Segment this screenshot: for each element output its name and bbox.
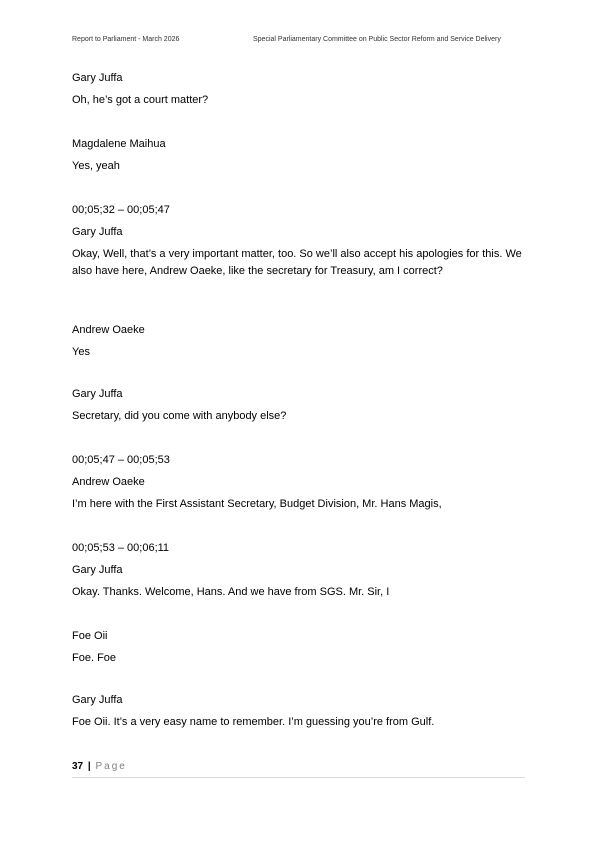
timestamp: 00;05;32 – 00;05;47 <box>72 204 170 216</box>
speaker-name: Gary Juffa <box>72 72 123 84</box>
speech-text: Secretary, did you come with anybody else? <box>72 410 287 422</box>
speaker-name: Magdalene Maihua <box>72 138 166 150</box>
timestamp: 00;05;47 – 00;05;53 <box>72 454 170 466</box>
speaker-name: Andrew Oaeke <box>72 476 145 488</box>
page-separator: | <box>87 761 91 772</box>
page-number: 37 <box>72 761 84 772</box>
page-footer <box>72 761 525 778</box>
header-report-title: Report to Parliament - March 2026 <box>72 36 180 43</box>
speech-text: Okay. Thanks. Welcome, Hans. And we have from SGS. Mr. Sir, I <box>72 586 390 598</box>
page-header <box>72 36 522 48</box>
speech-text: Yes, yeah <box>72 160 120 172</box>
header-committee-title: Special Parliamentary Committee on Public Sector Reform and Service Delivery <box>253 36 501 43</box>
speaker-name: Gary Juffa <box>72 564 123 576</box>
speaker-name: Foe Oii <box>72 630 108 642</box>
speaker-name: Gary Juffa <box>72 694 123 706</box>
speech-text: Yes <box>72 346 90 358</box>
speaker-name: Gary Juffa <box>72 388 123 400</box>
speech-text: Foe Oii. It’s a very easy name to remember. I’m guessing you’re from Gulf. <box>72 716 435 728</box>
speech-text: Foe. Foe <box>72 652 117 664</box>
speech-text: I’m here with the First Assistant Secretary, Budget Division, Mr. Hans Magis, <box>72 498 442 510</box>
speech-text: Oh, he’s got a court matter? <box>72 94 209 106</box>
page-label: Page <box>95 761 127 772</box>
speech-text: Okay, Well, that’s a very important matter, too. So we’ll also accept his apologies for this. We also have here, Andrew Oaeke, like the secretary for Treasury, am I correct? <box>72 248 522 277</box>
speaker-name: Gary Juffa <box>72 226 123 238</box>
timestamp: 00;05;53 – 00;06;11 <box>72 542 170 554</box>
speaker-name: Andrew Oaeke <box>72 324 145 336</box>
